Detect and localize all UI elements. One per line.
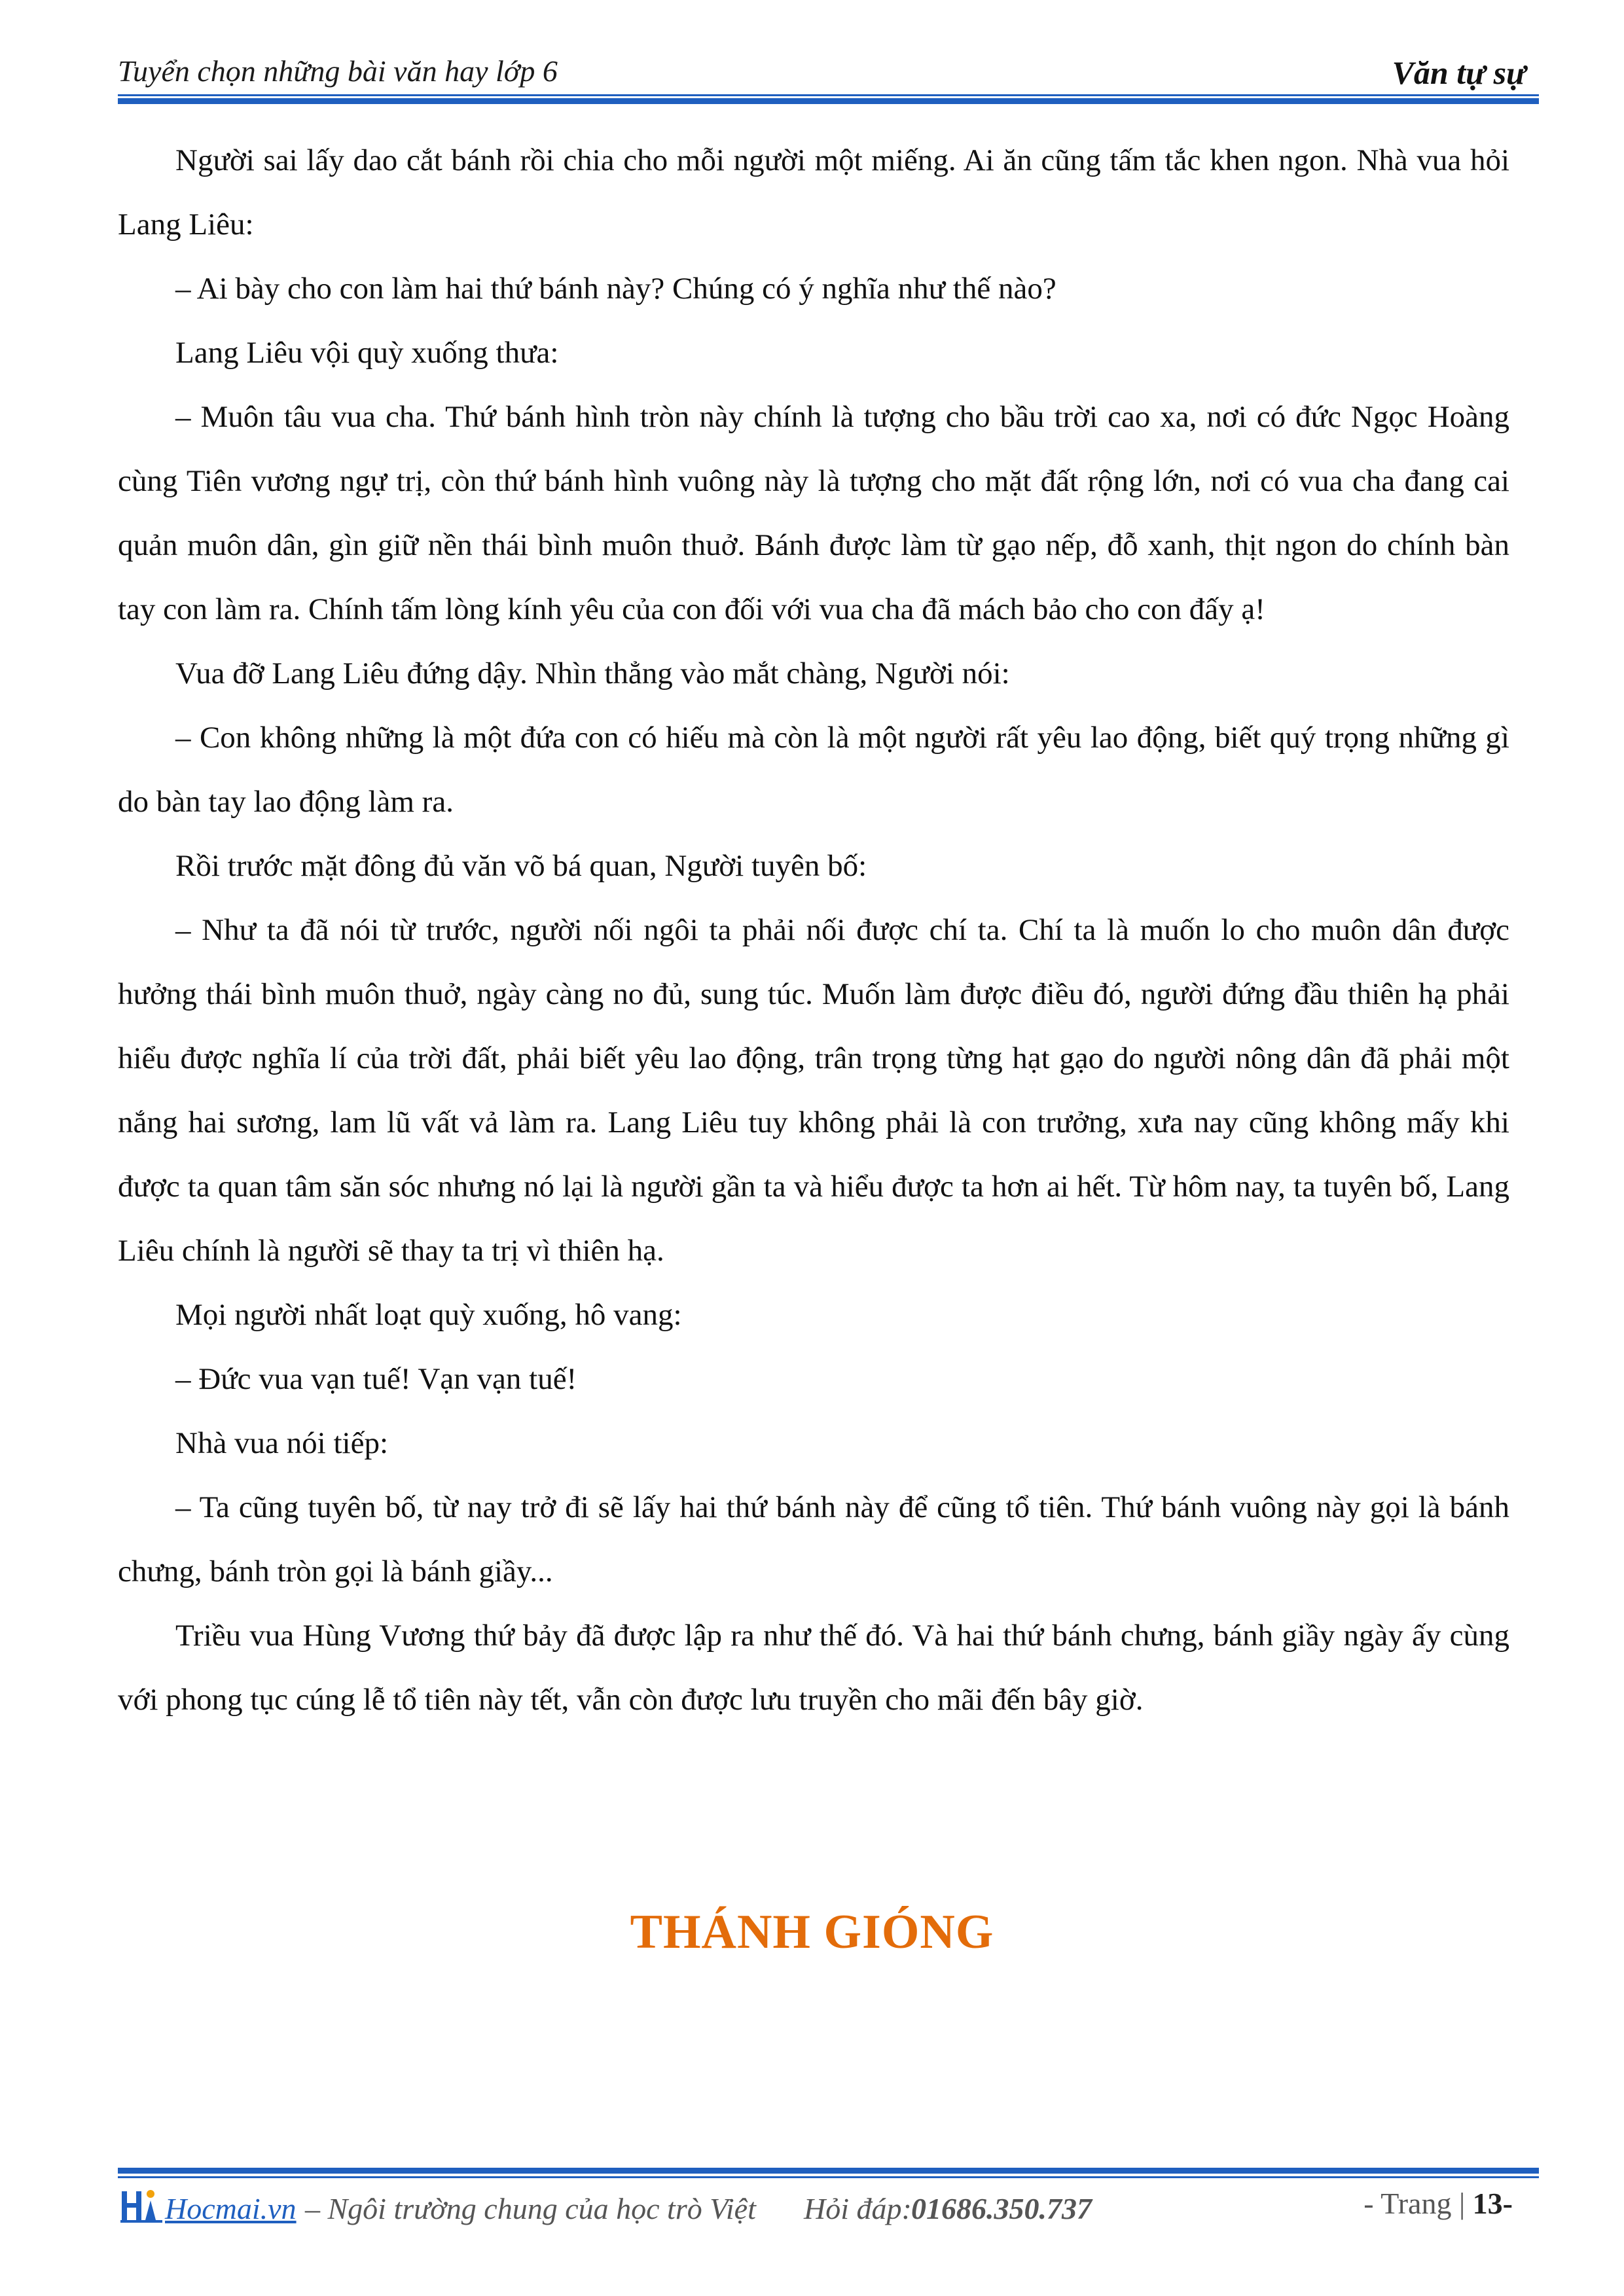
body-text [118,128,1509,1732]
paragraph: – Ai bày cho con làm hai thứ bánh này? Chúng có ý nghĩa như thế nào? [175,272,1056,306]
paragraph: Vua đỡ Lang Liêu đứng dậy. Nhìn thẳng vào mắt chàng, Người nói: [175,656,1010,691]
paragraph: Triều vua Hùng Vương thứ bảy đã được lập ra như thế đó. Và hai thứ bánh chưng, bánh giầy ngày ấy cùng với phong tục cúng lễ tổ tiên này tết, vẫn còn được lưu truyền cho mãi đến bây giờ. [118,1619,1509,1717]
paragraph: – Ta cũng tuyên bố, từ nay trở đi sẽ lấy hai thứ bánh này để cũng tổ tiên. Thứ bánh vuông này gọi là bánh chưng, bánh tròn gọi là bánh giầy... [118,1490,1509,1588]
header-section-name: Văn tự sự [1392,54,1526,91]
header-book-title: Tuyển chọn những bài văn hay lớp 6 [118,54,558,88]
header-rule-thin [118,94,1539,96]
paragraph: Mọi người nhất loạt quỳ xuống, hô vang: [175,1298,682,1332]
footer-site-link[interactable]: Hocmai.vn [165,2192,297,2225]
paragraph: – Con không những là một đứa con có hiếu mà còn là một người rất yêu lao động, biết quý trọng những gì do bàn tay lao động làm ra. [118,721,1509,819]
footer-hotline-number: 01686.350.737 [911,2192,1092,2225]
section-title: THÁNH GIÓNG [630,1905,994,1959]
footer-rule-thin [118,2176,1539,2178]
paragraph: – Như ta đã nói từ trước, người nối ngôi ta phải nối được chí ta. Chí ta là muốn lo cho muôn dân được hưởng thái bình muôn thuở, ngày càng no đủ, sung túc. Muốn làm được điều đó, người đứng đầu thiên hạ phải hiểu được nghĩa lí của trời đất, phải biết yêu lao động, trân trọng từng hạt gạo do người nông dân đã phải một nắng hai sương, lam lũ vất vả làm ra. Lang Liêu tuy không phải là con trưởng, xưa nay cũng không mấy khi được ta quan tâm săn sóc nhưng nó lại là người gần ta và hiểu được ta hơn ai hết. Từ hôm nay, ta tuyên bố, Lang Liêu chính là người sẽ thay ta trị vì thiên hạ. [118,913,1509,1268]
paragraph: Nhà vua nói tiếp: [175,1426,389,1460]
paragraph: – Muôn tâu vua cha. Thứ bánh hình tròn này chính là tượng cho bầu trời cao xa, nơi có đức Ngọc Hoàng cùng Tiên vương ngự trị, còn thứ bánh hình vuông này là tượng cho mặt đất rộng lớn, nơi có vua cha đang cai quản muôn dân, gìn giữ nền thái bình muôn thuở. Bánh được làm từ gạo nếp, đỗ xanh, thịt ngon do chính bàn tay con làm ra. Chính tấm lòng kính yêu của con đối với vua cha đã mách bảo cho con đấy ạ! [118,400,1509,626]
page-number: 13- [1472,2187,1513,2220]
page-label: - Trang | [1363,2187,1466,2220]
paragraph: Lang Liêu vội quỳ xuống thưa: [175,336,559,370]
footer-page-indicator [1363,2186,1513,2221]
footer-slogan: – Ngôi trường chung của học trò Việt [305,2192,756,2225]
paragraph: Rồi trước mặt đông đủ văn võ bá quan, Người tuyên bố: [175,849,867,883]
paragraph: – Đức vua vạn tuế! Vạn vạn tuế! [175,1362,577,1396]
footer-hotline-label: Hỏi đáp: [804,2192,912,2225]
footer-rule-thick [118,2168,1539,2174]
paragraph: Người sai lấy dao cắt bánh rồi chia cho mỗi người một miếng. Ai ăn cũng tấm tắc khen ngon. Nhà vua hỏi Lang Liêu: [118,143,1509,242]
header-rule-thick [118,98,1539,104]
hocmai-logo-icon [119,2186,165,2225]
